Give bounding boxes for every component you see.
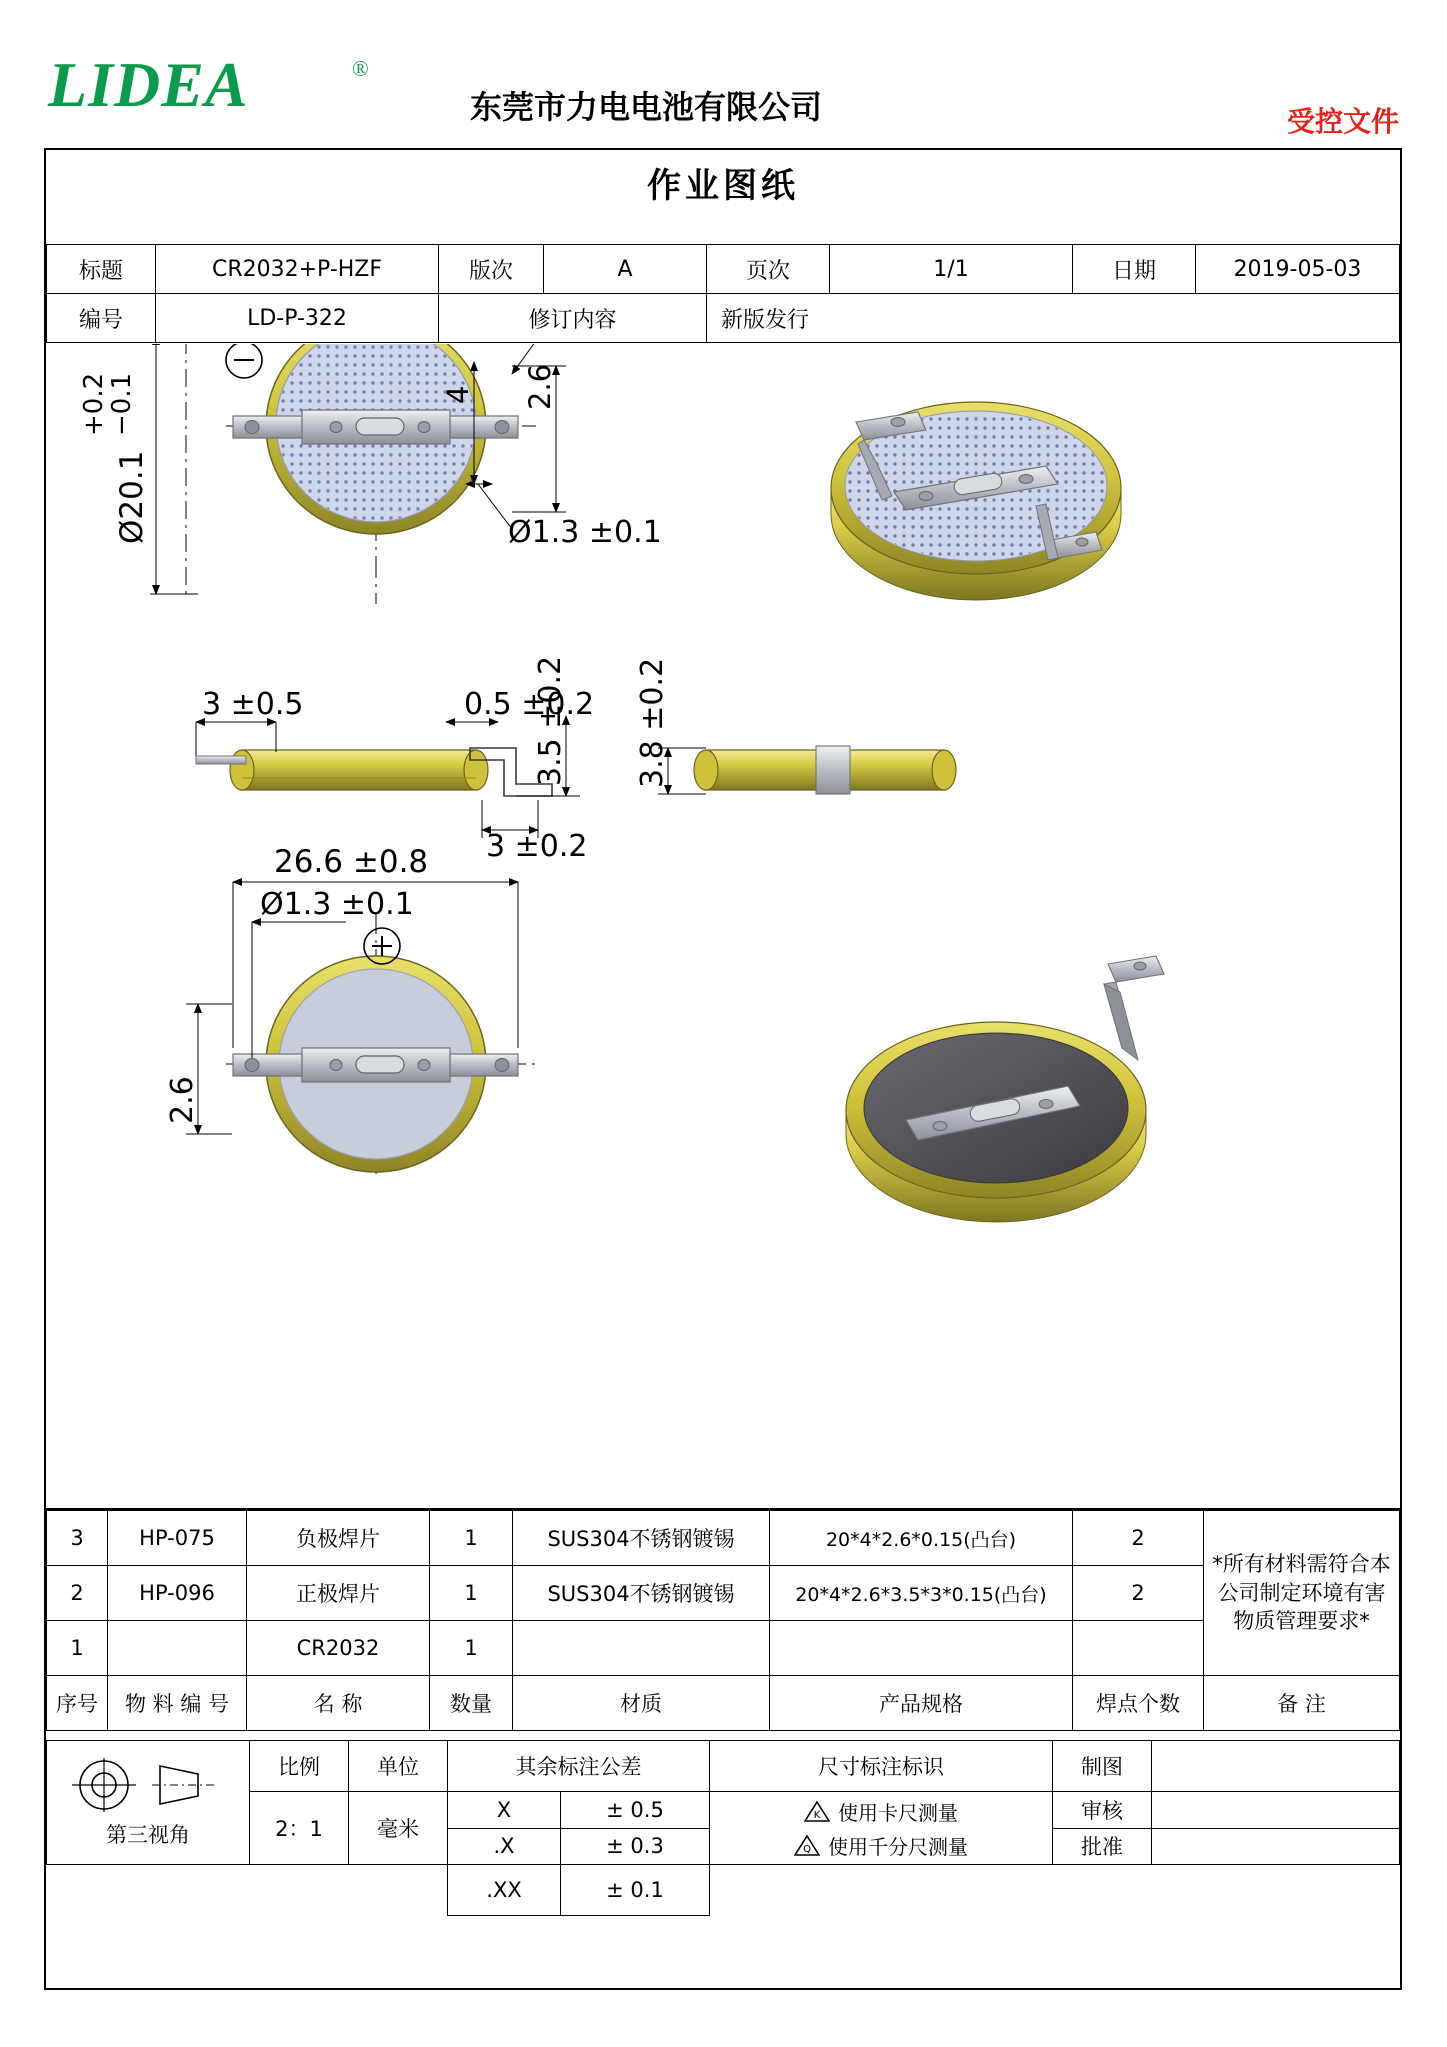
footer-table [46,1740,1400,1916]
bom-code: HP-075 [108,1511,247,1566]
dim-diameter-20: Ø20.1 [114,450,150,544]
bom-row-1 [47,1621,1400,1676]
company-name: 东莞市力电电池有限公司 [470,88,823,126]
scale-value: 2：1 [250,1792,349,1865]
unit-value: 毫米 [349,1792,448,1865]
tol-val-xx: ± 0.3 [561,1828,710,1865]
bom-row-2 [47,1566,1400,1621]
bom-header-welds: 焊点个数 [1073,1676,1204,1731]
third-angle-projection-icon [64,1756,232,1814]
caliper-warning-icon [804,1800,830,1823]
value-date: 2019-05-03 [1196,245,1400,294]
label-date: 日期 [1073,245,1196,294]
marks-title: 尺寸标注标识 [710,1741,1053,1792]
value-code: LD-P-322 [156,294,439,343]
bom-qty: 1 [430,1511,513,1566]
side-view-right-group [635,658,956,794]
bom-spec: 20*4*2.6*3.5*3*0.15(凸台) [770,1566,1073,1621]
bom-code: HP-096 [108,1566,247,1621]
bom-row-3 [47,1511,1400,1566]
tol-key-xx: .X [448,1828,561,1865]
mark-text-micrometer: 使用千分尺测量 [828,1834,968,1859]
label-version: 版次 [439,245,544,294]
dim-tol-minus: −0.1 [107,372,137,436]
bom-header-spec: 产品规格 [770,1676,1073,1731]
tol-key-x: X [448,1792,561,1829]
svg-text:K: K [813,1809,821,1821]
svg-text:Q: Q [803,1843,811,1855]
bom-header-no: 序号 [47,1676,108,1731]
registered-trademark-icon: ® [352,56,369,81]
approval-value-draw [1152,1741,1400,1792]
tol-key-xxx: .XX [448,1865,561,1916]
bom-header-remark: 备 注 [1204,1676,1400,1731]
dim-tab-width: 4 [441,385,475,404]
projection-label: 第三视角 [106,1823,190,1847]
value-version: A [544,245,707,294]
scale-label: 比例 [250,1741,349,1792]
controlled-document-stamp: 受控文件 [1286,105,1399,138]
bom-welds [1073,1621,1204,1676]
bom-table [46,1510,1400,1731]
dim-hole-diameter-top: Ø1.3 ±0.1 [508,515,662,550]
bom-header-qty: 数量 [430,1676,513,1731]
approval-value-approve [1152,1828,1400,1865]
label-title: 标题 [47,245,156,294]
third-angle-projection-cell [47,1741,250,1865]
page-title: 作业图纸 [647,166,799,206]
bom-header-material: 材质 [513,1676,770,1731]
title-block-row-1 [47,245,1400,294]
bom-no: 1 [47,1621,108,1676]
dim-side-3: 3 ±0.5 [202,687,304,722]
bom-qty: 1 [430,1566,513,1621]
mark-text-caliper: 使用卡尺测量 [838,1800,958,1825]
value-revision: 新版发行 [707,294,1400,343]
label-code: 编号 [47,294,156,343]
tol-val-xxx: ± 0.1 [561,1865,710,1916]
tolerance-title: 其余标注公差 [448,1741,710,1792]
bom-qty: 1 [430,1621,513,1676]
tol-val-x: ± 0.5 [561,1792,710,1829]
label-page: 页次 [707,245,830,294]
dim-tol-plus: +0.2 [79,372,109,436]
value-page: 1/1 [830,245,1073,294]
isometric-view-top [831,402,1121,600]
bom-material: SUS304不锈钢镀锡 [513,1511,770,1566]
company-logo: LIDEA [48,49,249,120]
footer-block [46,1740,1400,1902]
bom-no: 3 [47,1511,108,1566]
dim-height-38: 3.8 ±0.2 [635,657,670,788]
bottom-view-group [165,844,536,1174]
approval-value-check [1152,1792,1400,1829]
measure-marks-cell [710,1792,1053,1865]
bom-name: CR2032 [247,1621,430,1676]
drawing-canvas [46,344,1400,1510]
bom-welds: 2 [1073,1511,1204,1566]
approval-label-draw: 制图 [1053,1741,1152,1792]
bom-name: 正极焊片 [247,1566,430,1621]
bom-remark-note: *所有材料需符合本公司制定环境有害物质管理要求* [1204,1511,1400,1676]
approval-label-approve: 批准 [1053,1828,1152,1865]
unit-label: 单位 [349,1741,448,1792]
bom-code [108,1621,247,1676]
dim-bottom-pitch: 2.6 [165,1076,200,1124]
dim-tab-pitch: 2.6 [523,363,557,410]
approval-label-check: 审核 [1053,1792,1152,1829]
bom-material: SUS304不锈钢镀锡 [513,1566,770,1621]
label-revision: 修订内容 [439,294,707,343]
top-view-group [79,344,662,604]
bom-header-name: 名 称 [247,1676,430,1731]
title-block-row-2 [47,294,1400,343]
isometric-view-bottom [846,956,1164,1222]
dim-hole-diameter-bottom: Ø1.3 ±0.1 [260,887,414,922]
bom-welds: 2 [1073,1566,1204,1621]
dim-side-3b: 3 ±0.2 [486,829,588,864]
micrometer-warning-icon [794,1834,820,1857]
dim-side-35: 3.5 ±0.2 [533,655,568,786]
bom-header-code: 物 料 编 号 [108,1676,247,1731]
bom-spec [770,1621,1073,1676]
dim-overall-266: 26.6 ±0.8 [274,844,429,880]
cad-illustration [46,344,1400,1510]
value-title: CR2032+P-HZF [156,245,439,294]
title-block [46,244,1400,343]
side-view-left-group [196,656,594,864]
bom-spec: 20*4*2.6*0.15(凸台) [770,1511,1073,1566]
bom-header-row [47,1676,1400,1731]
dim-side-05: 0.5 ±0.2 [464,687,595,722]
bom-name: 负极焊片 [247,1511,430,1566]
bom-material [513,1621,770,1676]
bom-no: 2 [47,1566,108,1621]
